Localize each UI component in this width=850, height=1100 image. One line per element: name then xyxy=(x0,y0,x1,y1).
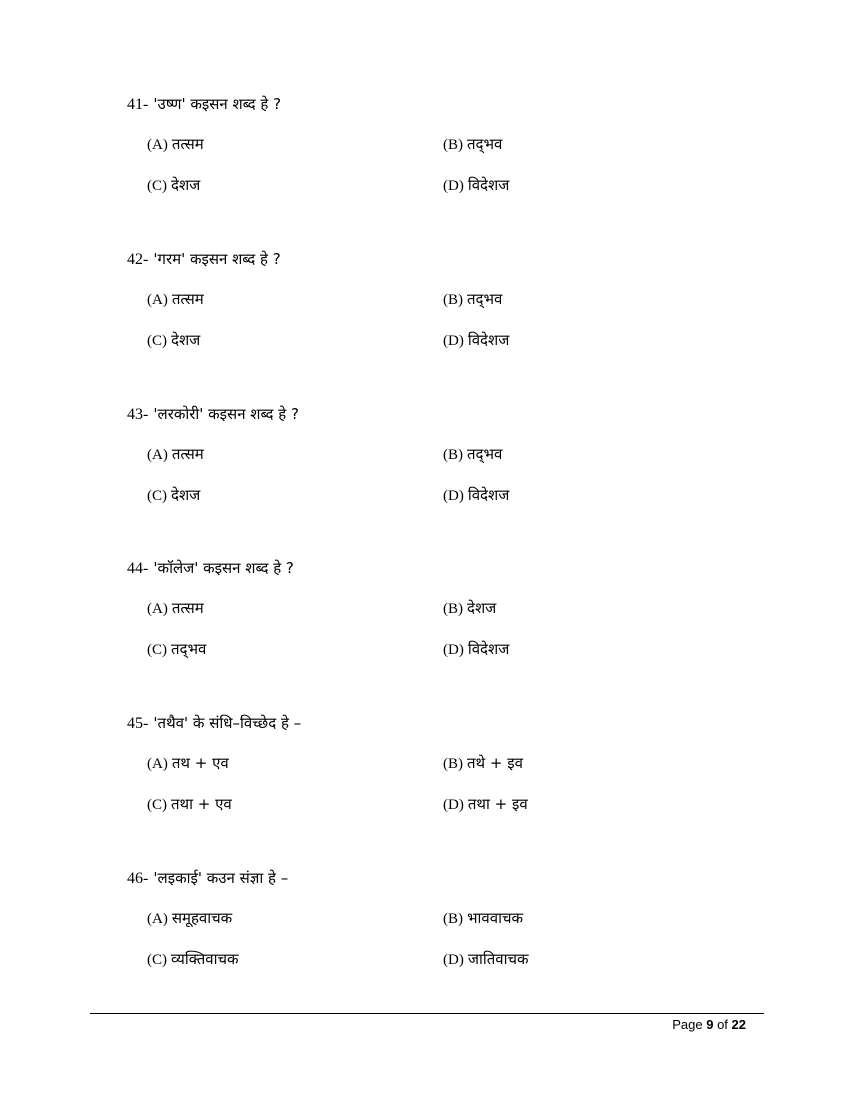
option-text: देशज xyxy=(171,331,201,349)
option-text: तत्सम xyxy=(171,290,204,308)
option-text: तथा + इव xyxy=(467,795,528,813)
option-text: विदेशज xyxy=(467,640,510,658)
option-label: (A) xyxy=(147,447,168,463)
option-text: जातिवाचक xyxy=(467,950,529,968)
option-d[interactable] xyxy=(443,175,509,196)
option-a[interactable] xyxy=(147,289,204,310)
option-text: तद्‌भव xyxy=(467,290,503,308)
question-number: 42- xyxy=(127,251,149,268)
option-d[interactable] xyxy=(443,330,509,351)
page-footer xyxy=(672,1017,746,1032)
option-label: (C) xyxy=(147,642,167,658)
option-label: (B) xyxy=(443,756,463,772)
question-stem xyxy=(127,94,787,116)
options xyxy=(127,598,787,678)
question-44 xyxy=(127,558,787,678)
question-41 xyxy=(127,94,787,214)
option-b[interactable] xyxy=(443,444,502,465)
option-c[interactable] xyxy=(147,175,200,196)
option-text: तद्‌भव xyxy=(467,445,503,463)
option-a[interactable] xyxy=(147,908,232,929)
page-total: 22 xyxy=(731,1017,746,1032)
option-label: (A) xyxy=(147,137,168,153)
option-label: (D) xyxy=(443,642,464,658)
option-label: (B) xyxy=(443,447,463,463)
option-c[interactable] xyxy=(147,485,200,506)
option-label: (C) xyxy=(147,333,167,349)
option-text: तत्सम xyxy=(171,445,204,463)
option-label: (D) xyxy=(443,178,464,194)
option-c[interactable] xyxy=(147,949,239,970)
option-b[interactable] xyxy=(443,753,523,774)
option-label: (B) xyxy=(443,292,463,308)
option-text: तथ + एव xyxy=(171,754,229,772)
option-b[interactable] xyxy=(443,908,523,929)
option-text: तत्सम xyxy=(171,599,204,617)
question-text: 'उष्ण' कइसन शब्द हे ? xyxy=(153,95,282,113)
question-46 xyxy=(127,868,787,988)
option-text: तथा + एव xyxy=(171,795,232,813)
question-text: 'लरकोरी' कइसन शब्द हे ? xyxy=(153,405,299,423)
option-label: (D) xyxy=(443,333,464,349)
option-d[interactable] xyxy=(443,639,509,660)
option-label: (C) xyxy=(147,952,167,968)
option-label: (C) xyxy=(147,488,167,504)
option-text: विदेशज xyxy=(467,486,510,504)
option-label: (B) xyxy=(443,137,463,153)
option-label: (A) xyxy=(147,292,168,308)
options xyxy=(127,289,787,369)
options xyxy=(127,134,787,214)
option-text: देशज xyxy=(171,486,201,504)
option-text: समूहवाचक xyxy=(171,909,233,927)
question-text: 'कॉलेज' कइसन शब्द हे ? xyxy=(153,559,294,577)
page-word: Page xyxy=(672,1017,703,1032)
question-stem xyxy=(127,868,787,890)
options xyxy=(127,908,787,988)
option-label: (B) xyxy=(443,601,463,617)
option-label: (C) xyxy=(147,797,167,813)
option-text: व्यक्तिवाचक xyxy=(171,950,239,968)
question-stem xyxy=(127,249,787,271)
option-c[interactable] xyxy=(147,794,232,815)
question-number: 41- xyxy=(127,96,149,113)
question-45 xyxy=(127,713,787,833)
option-text: तद्‌भव xyxy=(171,640,207,658)
option-text: विदेशज xyxy=(467,176,510,194)
question-stem xyxy=(127,558,787,580)
option-a[interactable] xyxy=(147,134,204,155)
option-d[interactable] xyxy=(443,949,529,970)
question-text: 'तथैव' के संधि–विच्छेद हे – xyxy=(153,714,302,732)
option-c[interactable] xyxy=(147,330,200,351)
options xyxy=(127,444,787,524)
option-label: (B) xyxy=(443,911,463,927)
option-b[interactable] xyxy=(443,134,502,155)
page-current: 9 xyxy=(706,1017,714,1032)
of-word: of xyxy=(717,1017,728,1032)
option-label: (D) xyxy=(443,488,464,504)
option-label: (C) xyxy=(147,178,167,194)
option-d[interactable] xyxy=(443,794,528,815)
option-b[interactable] xyxy=(443,289,502,310)
option-text: तद्‌भव xyxy=(467,135,503,153)
option-c[interactable] xyxy=(147,639,206,660)
option-a[interactable] xyxy=(147,444,204,465)
option-label: (D) xyxy=(443,797,464,813)
option-text: भाववाचक xyxy=(467,909,524,927)
question-stem xyxy=(127,713,787,735)
option-label: (D) xyxy=(443,952,464,968)
question-text: 'लइकाई' कउन संज्ञा हे – xyxy=(153,869,289,887)
option-a[interactable] xyxy=(147,598,204,619)
option-label: (A) xyxy=(147,601,168,617)
footer-divider xyxy=(90,1013,764,1014)
option-d[interactable] xyxy=(443,485,509,506)
question-number: 44- xyxy=(127,560,149,577)
option-label: (A) xyxy=(147,911,168,927)
question-number: 45- xyxy=(127,715,149,732)
option-text: देशज xyxy=(467,599,497,617)
question-42 xyxy=(127,249,787,369)
question-43 xyxy=(127,404,787,524)
question-stem xyxy=(127,404,787,426)
question-text: 'गरम' कइसन शब्द हे ? xyxy=(153,250,281,268)
question-number: 43- xyxy=(127,406,149,423)
option-text: देशज xyxy=(171,176,201,194)
option-label: (A) xyxy=(147,756,168,772)
option-text: विदेशज xyxy=(467,331,510,349)
option-text: तत्सम xyxy=(171,135,204,153)
option-text: तथे + इव xyxy=(467,754,523,772)
question-number: 46- xyxy=(127,870,149,887)
options xyxy=(127,753,787,833)
option-b[interactable] xyxy=(443,598,496,619)
option-a[interactable] xyxy=(147,753,229,774)
